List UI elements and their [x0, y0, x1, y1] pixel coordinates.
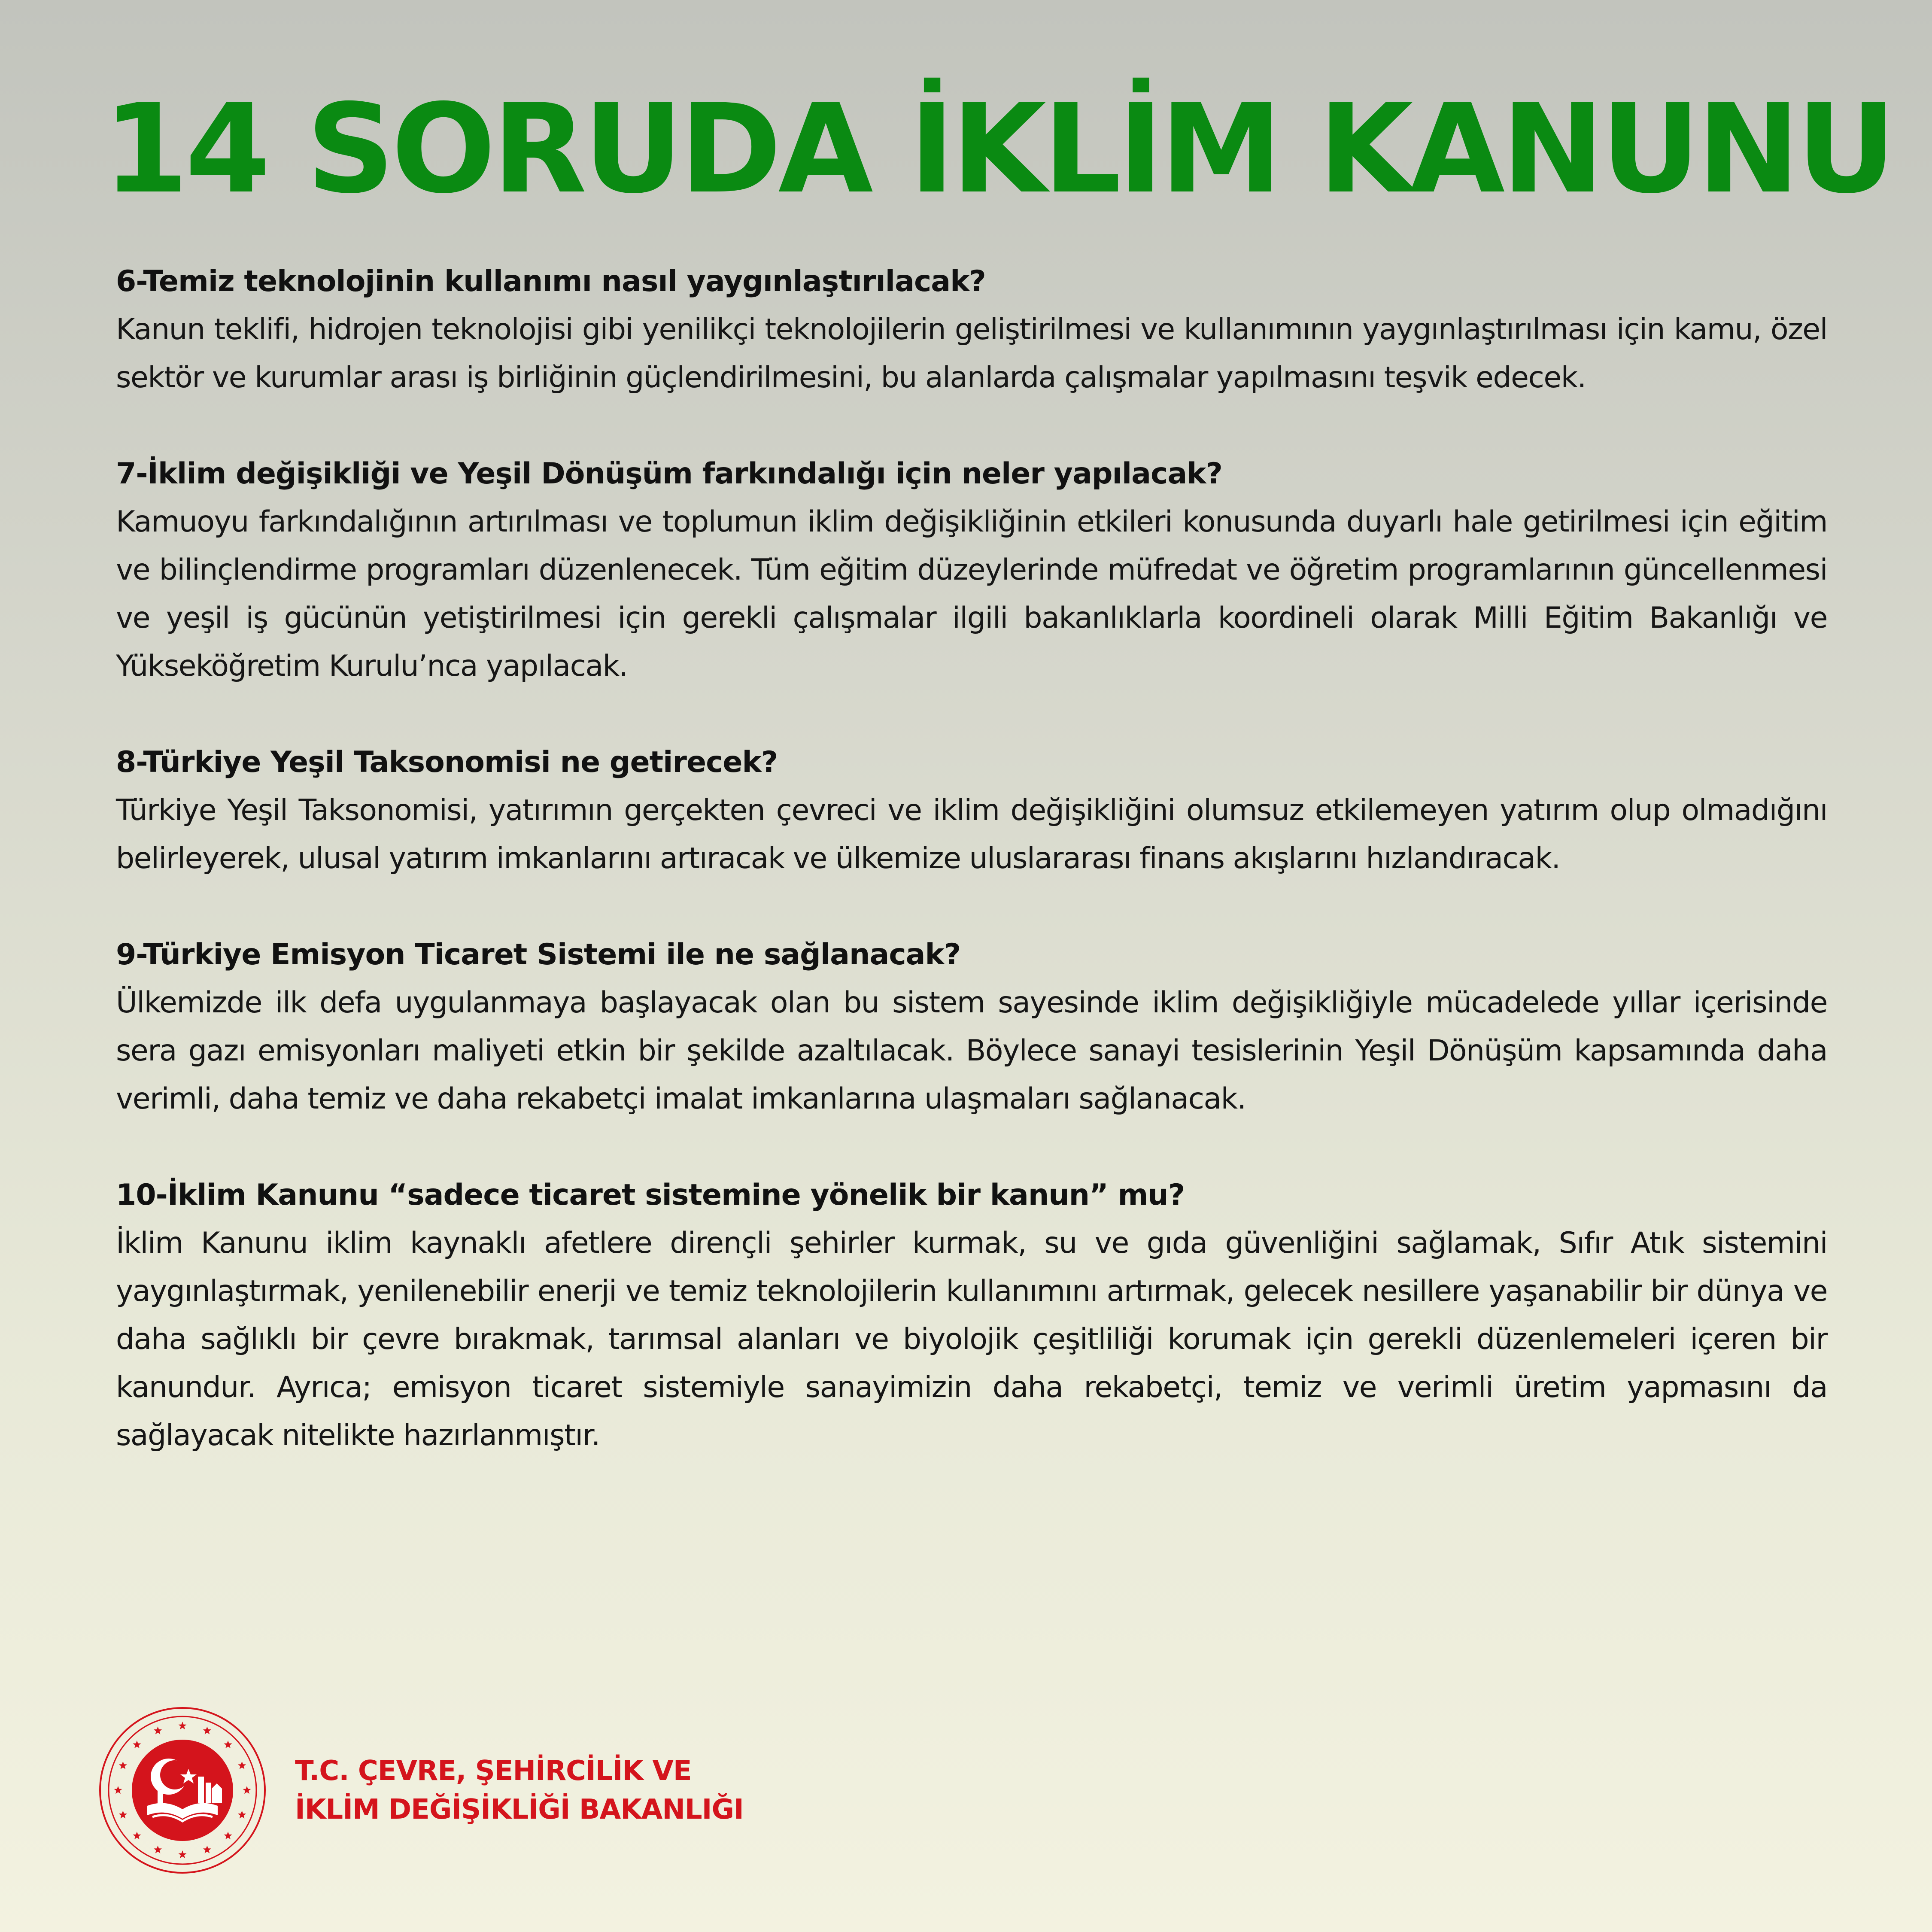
emblem-star: [119, 1810, 127, 1818]
emblem-star: [203, 1726, 211, 1734]
ministry-name-line: İKLİM DEĞİŞİKLİĞİ BAKANLIĞI: [295, 1794, 744, 1826]
qa-item: [116, 450, 1827, 690]
qa-item: [116, 258, 1827, 402]
emblem-star: [119, 1762, 127, 1769]
question-text: 9-Türkiye Emisyon Ticaret Sistemi ile ne sağlanacak?: [116, 938, 961, 972]
emblem-star: [179, 1722, 187, 1729]
emblem-star: [133, 1741, 141, 1748]
qa-item: [116, 738, 1827, 883]
emblem-star: [154, 1726, 162, 1734]
answer-text: İklim Kanunu iklim kaynaklı afetlere dirençli şehirler kurmak, su ve gıda güvenliğini sağlamak, Sıfır Atık sistemini yaygınlaştırmak, yenilenebilir enerji ve temiz teknolojilerin kullanımını artırmak, gelecek nesillere yaşanabilir bir dünya ve daha sağlıklı bir çevre bırakmak, tarımsal alanları ve biyolojik çeşitliliği korumak için gerekli düzenlemeleri içeren bir kanundur. Ayrıca; emisyon ticaret sistemiyle sanayimizin daha rekabetçi, temiz ve verimli üretim yapmasını da sağlayacak nitelikte hazırlanmıştır.: [116, 1226, 1827, 1452]
emblem-star: [238, 1762, 246, 1769]
answer-text: Kanun teklifi, hidrojen teknolojisi gibi yenilikçi teknolojilerin geliştirilmesi ve kullanımının yaygınlaştırılması için kamu, özel sektör ve kurumlar arası iş birliğinin güçlendirilmesini, bu alanlarda çalışmalar yapılmasını teşvik edecek.: [116, 313, 1827, 395]
qa-item: [116, 931, 1827, 1123]
question-text: 8-Türkiye Yeşil Taksonomisi ne getirecek?: [116, 745, 778, 779]
emblem-star: [238, 1810, 246, 1818]
ministry-emblem-icon: [97, 1704, 268, 1876]
question-text: 7-İklim değişikliği ve Yeşil Dönüşüm farkındalığı için neler yapılacak?: [116, 457, 1222, 491]
emblem-star: [154, 1846, 162, 1853]
emblem-star: [224, 1741, 232, 1748]
emblem-star: [224, 1832, 232, 1839]
ministry-footer: [97, 1700, 744, 1880]
answer-text: Kamuoyu farkındalığının artırılması ve toplumun iklim değişikliğinin etkileri konusunda duyarlı hale getirilmesi için eğitim ve bilinçlendirme programları düzenlenecek. Tüm eğitim düzeylerinde müfredat ve öğretim programlarının güncellenmesi ve yeşil iş gücünün yetiştirilmesi için gerekli çalışmalar ilgili bakanlıklarla koordineli olarak Milli Eğitim Bakanlığı ve Yükseköğretim Kurulu’nca yapılacak.: [116, 505, 1827, 683]
ministry-name: [295, 1752, 744, 1829]
question-text: 10-İklim Kanunu “sadece ticaret sistemine yönelik bir kanun” mu?: [116, 1178, 1185, 1212]
emblem-star: [179, 1850, 187, 1858]
emblem-star: [114, 1786, 122, 1794]
question-text: 6-Temiz teknolojinin kullanımı nasıl yaygınlaştırılacak?: [116, 264, 986, 298]
answer-text: Ülkemizde ilk defa uygulanmaya başlayacak olan bu sistem sayesinde iklim değişikliğiyle mücadelede yıllar içerisinde sera gazı emisyonları maliyeti etkin bir şekilde azaltılacak. Böylece sanayi tesislerinin Yeşil Dönüşüm kapsamında daha verimli, daha temiz ve daha rekabetçi imalat imkanlarına ulaşmaları sağlanacak.: [116, 986, 1827, 1116]
emblem-star: [243, 1786, 251, 1794]
ministry-name-line: T.C. ÇEVRE, ŞEHİRCİLİK VE: [295, 1755, 692, 1787]
page-title: 14 SORUDA İKLİM KANUNU: [103, 78, 1893, 221]
qa-item: [116, 1171, 1827, 1460]
qa-list: [116, 258, 1827, 1508]
emblem-star: [203, 1846, 211, 1853]
emblem-star: [133, 1832, 141, 1839]
answer-text: Türkiye Yeşil Taksonomisi, yatırımın gerçekten çevreci ve iklim değişikliğini olumsuz etkilemeyen yatırım olup olmadığını belirleyerek, ulusal yatırım imkanlarını artıracak ve ülkemize uluslararası finans akışlarını hızlandıracak.: [116, 793, 1827, 875]
